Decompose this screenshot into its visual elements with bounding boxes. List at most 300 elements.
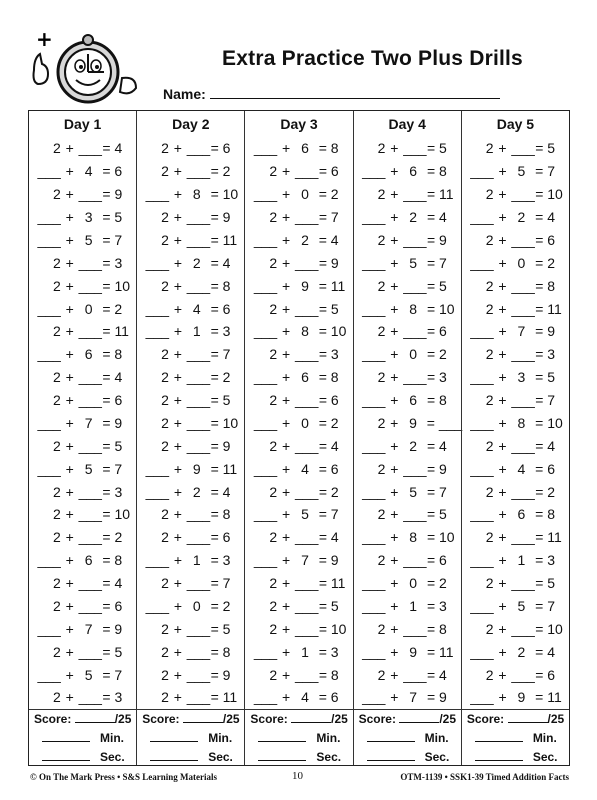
problem-row (462, 457, 569, 480)
plus-sign: + (173, 369, 182, 386)
problem-row (137, 297, 244, 320)
problem-row (462, 366, 569, 389)
addend-a: 2 (485, 529, 494, 546)
plus-sign: + (390, 552, 399, 569)
answer-blank[interactable]: ___ (470, 506, 494, 523)
addend-a: 2 (377, 666, 386, 683)
problem-row (137, 480, 244, 503)
equals-sign: = (102, 460, 111, 477)
answer-blank[interactable]: ___ (78, 597, 102, 614)
sum: 11 (439, 643, 454, 660)
day-heading: Day 2 (172, 116, 210, 132)
plus-sign: + (173, 346, 182, 363)
answer-blank[interactable]: ___ (295, 437, 319, 454)
addend-a: 2 (269, 300, 278, 317)
answer-blank[interactable]: ___ (78, 186, 102, 203)
plus-sign: + (173, 231, 182, 248)
answer-blank[interactable]: ___ (403, 186, 427, 203)
equals-sign: = (535, 369, 544, 386)
sum: 5 (330, 597, 339, 614)
equals-sign: = (426, 414, 435, 431)
answer-blank[interactable]: ___ (253, 323, 278, 340)
sum: 2 (222, 163, 231, 180)
equals-sign: = (427, 552, 436, 569)
equals-sign: = (102, 186, 111, 203)
sum: 2 (330, 186, 339, 203)
addend-b: 6 (301, 140, 309, 157)
equals-sign: = (535, 300, 544, 317)
sum: 2 (439, 346, 447, 363)
sum: 11 (439, 186, 454, 203)
equals-sign: = (102, 140, 111, 157)
equals-sign: = (318, 460, 327, 477)
answer-blank[interactable]: ___ (145, 597, 170, 614)
sum: 8 (222, 506, 231, 523)
sum: 10 (222, 186, 239, 203)
answer-blank[interactable]: ___ (470, 209, 494, 226)
problem-row (245, 206, 352, 229)
answer-blank[interactable]: ___ (186, 666, 211, 683)
plus-sign: + (281, 597, 291, 614)
addend-b: 2 (409, 209, 418, 226)
answer-blank[interactable]: ___ (78, 369, 102, 386)
score-line[interactable] (183, 711, 223, 723)
answer-blank[interactable]: ___ (78, 323, 102, 340)
equals-sign: = (210, 231, 219, 248)
plus-sign: + (390, 620, 399, 637)
answer-blank[interactable]: ___ (438, 414, 463, 431)
answer-blank[interactable]: ___ (253, 277, 278, 294)
sum: 5 (222, 392, 231, 409)
addend-a: 2 (161, 346, 169, 363)
addend-b: 7 (409, 689, 418, 706)
answer-blank[interactable]: ___ (295, 254, 319, 271)
addend-a: 2 (485, 666, 494, 683)
sum: 7 (114, 231, 123, 248)
answer-blank[interactable]: ___ (403, 369, 427, 386)
problem-row (354, 274, 461, 297)
answer-blank[interactable]: ___ (186, 643, 211, 660)
equals-sign: = (318, 323, 327, 340)
plus-sign: + (390, 460, 399, 477)
answer-blank[interactable]: ___ (37, 300, 61, 317)
answer-blank[interactable]: ___ (295, 483, 319, 500)
problem-row (29, 595, 136, 618)
equals-sign: = (210, 643, 219, 660)
answer-blank[interactable]: ___ (253, 414, 278, 431)
sum: 8 (547, 506, 555, 523)
plus-sign: + (498, 460, 507, 477)
problem-row (245, 526, 352, 549)
addend-a: 2 (485, 186, 494, 203)
answer-blank[interactable]: ___ (145, 552, 170, 569)
min-line[interactable] (258, 730, 306, 742)
problem-row (354, 549, 461, 572)
addend-b: 1 (409, 597, 418, 614)
min-line[interactable] (367, 730, 415, 742)
sum: 9 (114, 414, 123, 431)
problem-row (137, 457, 244, 480)
answer-blank[interactable]: ___ (511, 666, 535, 683)
equals-sign: = (318, 300, 328, 317)
answer-blank[interactable]: ___ (186, 277, 211, 294)
sum: 7 (439, 254, 447, 271)
sec-line[interactable] (258, 749, 306, 761)
problem-row (137, 183, 244, 206)
addend-b: 8 (192, 186, 201, 203)
answer-blank[interactable]: ___ (295, 529, 319, 546)
sum: 7 (222, 346, 231, 363)
answer-blank[interactable]: ___ (186, 346, 211, 363)
problem-row (29, 297, 136, 320)
addend-b: 6 (84, 552, 93, 569)
answer-blank[interactable]: ___ (295, 346, 319, 363)
answer-blank[interactable]: ___ (511, 300, 535, 317)
answer-blank[interactable]: ___ (362, 346, 386, 363)
answer-blank[interactable]: ___ (362, 575, 386, 592)
plus-sign: + (173, 414, 182, 431)
plus-sign: + (281, 346, 291, 363)
answer-blank[interactable]: ___ (362, 643, 386, 660)
answer-blank[interactable]: ___ (186, 163, 211, 180)
answer-blank[interactable]: ___ (470, 369, 494, 386)
sec-line[interactable] (150, 749, 198, 761)
problem-row (29, 480, 136, 503)
addend-a: 2 (269, 209, 278, 226)
problem-row (29, 457, 136, 480)
equals-sign: = (535, 209, 544, 226)
addend-b: 5 (517, 163, 526, 180)
answer-blank[interactable]: ___ (253, 460, 278, 477)
answer-blank[interactable]: ___ (37, 346, 61, 363)
answer-blank[interactable]: ___ (403, 460, 427, 477)
problem-row (29, 412, 136, 435)
answer-blank[interactable]: ___ (511, 392, 535, 409)
min-line[interactable] (475, 730, 523, 742)
answer-blank[interactable]: ___ (295, 666, 319, 683)
answer-blank[interactable]: ___ (145, 483, 170, 500)
answer-blank[interactable]: ___ (186, 620, 211, 637)
plus-sign: + (498, 689, 507, 706)
addend-b: 3 (84, 209, 93, 226)
answer-blank[interactable]: ___ (37, 231, 61, 248)
equals-sign: = (102, 392, 111, 409)
answer-blank[interactable]: ___ (470, 597, 494, 614)
sum: 6 (547, 460, 555, 477)
equals-sign: = (102, 231, 111, 248)
answer-blank[interactable]: ___ (145, 300, 170, 317)
answer-blank[interactable]: ___ (37, 209, 61, 226)
sec-line[interactable] (42, 749, 90, 761)
problem-row (245, 320, 352, 343)
answer-blank[interactable]: ___ (186, 369, 211, 386)
answer-blank[interactable]: ___ (362, 529, 386, 546)
answer-blank[interactable]: ___ (362, 163, 386, 180)
problem-row (29, 343, 136, 366)
min-line[interactable] (42, 730, 90, 742)
score-total: /25 (114, 712, 132, 726)
problem-row (354, 297, 461, 320)
sum: 11 (547, 300, 562, 317)
sum: 3 (330, 346, 339, 363)
addend-b: 6 (517, 506, 526, 523)
addend-b: 4 (192, 300, 201, 317)
score-line[interactable] (291, 711, 331, 723)
plus-sign: + (498, 392, 507, 409)
addend-b: 3 (517, 369, 526, 386)
answer-blank[interactable]: ___ (295, 209, 319, 226)
equals-sign: = (535, 163, 544, 180)
answer-blank[interactable]: ___ (362, 689, 386, 706)
answer-blank[interactable]: ___ (78, 392, 102, 409)
answer-blank[interactable]: ___ (78, 575, 102, 592)
problem-row (245, 229, 352, 252)
sec-line[interactable] (367, 749, 415, 761)
plus-sign: + (281, 392, 291, 409)
addend-a: 2 (161, 575, 169, 592)
equals-sign: = (102, 437, 111, 454)
answer-blank[interactable]: ___ (511, 483, 535, 500)
answer-blank[interactable]: ___ (403, 552, 427, 569)
sum: 9 (330, 254, 339, 271)
equals-sign: = (535, 460, 544, 477)
answer-blank[interactable]: ___ (145, 186, 170, 203)
answer-blank[interactable]: ___ (253, 552, 278, 569)
problem-row (354, 434, 461, 457)
answer-blank[interactable]: ___ (403, 620, 427, 637)
answer-blank[interactable]: ___ (511, 186, 535, 203)
problem-row (245, 412, 352, 435)
answer-blank[interactable]: ___ (145, 460, 170, 477)
answer-blank[interactable]: ___ (362, 300, 386, 317)
plus-sign: + (498, 643, 507, 660)
plus-sign: + (390, 369, 399, 386)
answer-blank[interactable]: ___ (403, 506, 427, 523)
answer-blank[interactable]: ___ (78, 483, 102, 500)
answer-blank[interactable]: ___ (186, 414, 211, 431)
answer-blank[interactable]: ___ (362, 437, 386, 454)
sec-row (354, 748, 461, 767)
score-line[interactable] (508, 711, 548, 723)
answer-blank[interactable]: ___ (362, 392, 386, 409)
equals-sign: = (102, 552, 111, 569)
equals-sign: = (318, 140, 327, 157)
sum: 9 (114, 186, 123, 203)
answer-blank[interactable]: ___ (511, 140, 535, 157)
answer-blank[interactable]: ___ (470, 643, 494, 660)
answer-blank[interactable]: ___ (403, 277, 427, 294)
addend-a: 2 (52, 483, 61, 500)
answer-blank[interactable]: ___ (186, 209, 211, 226)
answer-blank[interactable]: ___ (37, 414, 61, 431)
plus-sign: + (65, 575, 74, 592)
sum: 5 (330, 300, 339, 317)
answer-blank[interactable]: ___ (186, 140, 211, 157)
answer-blank[interactable]: ___ (78, 437, 102, 454)
problem-row (29, 617, 136, 640)
answer-blank[interactable]: ___ (511, 620, 535, 637)
answer-blank[interactable]: ___ (362, 209, 386, 226)
sec-row (137, 748, 244, 767)
answer-blank[interactable]: ___ (470, 163, 494, 180)
answer-blank[interactable]: ___ (511, 277, 535, 294)
sum: 6 (330, 392, 339, 409)
answer-blank[interactable]: ___ (295, 300, 319, 317)
answer-blank[interactable]: ___ (78, 689, 102, 706)
answer-blank[interactable]: ___ (403, 231, 427, 248)
answer-blank[interactable]: ___ (253, 231, 278, 248)
answer-blank[interactable]: ___ (470, 552, 494, 569)
answer-blank[interactable]: ___ (37, 666, 61, 683)
plus-sign: + (173, 506, 182, 523)
min-label: Min. (424, 731, 449, 745)
answer-blank[interactable]: ___ (186, 392, 211, 409)
answer-blank[interactable]: ___ (511, 437, 535, 454)
answer-blank[interactable]: ___ (362, 254, 386, 271)
answer-blank[interactable]: ___ (253, 369, 278, 386)
addend-b: 6 (84, 346, 93, 363)
sum: 5 (114, 209, 123, 226)
addend-b: 8 (517, 414, 526, 431)
sum: 9 (439, 689, 447, 706)
sum: 9 (222, 666, 231, 683)
answer-blank[interactable]: ___ (145, 323, 170, 340)
problem-row (245, 434, 352, 457)
answer-blank[interactable]: ___ (403, 666, 427, 683)
answer-blank[interactable]: ___ (295, 597, 319, 614)
problem-row (137, 137, 244, 160)
problem-row (137, 549, 244, 572)
answer-blank[interactable]: ___ (511, 575, 535, 592)
addend-a: 2 (377, 369, 386, 386)
addend-a: 2 (269, 437, 278, 454)
answer-blank[interactable]: ___ (470, 254, 494, 271)
plus-sign: + (173, 552, 183, 569)
plus-sign: + (498, 597, 507, 614)
answer-blank[interactable]: ___ (78, 254, 102, 271)
addend-a: 2 (377, 506, 386, 523)
answer-blank[interactable]: ___ (186, 575, 211, 592)
equals-sign: = (535, 277, 544, 294)
equals-sign: = (102, 506, 111, 523)
answer-blank[interactable]: ___ (186, 529, 211, 546)
answer-blank[interactable]: ___ (186, 437, 211, 454)
answer-blank[interactable]: ___ (253, 643, 278, 660)
answer-blank[interactable]: ___ (470, 689, 494, 706)
answer-blank[interactable]: ___ (511, 231, 535, 248)
equals-sign: = (535, 506, 544, 523)
answer-blank[interactable]: ___ (186, 689, 211, 706)
equals-sign: = (535, 529, 544, 546)
answer-blank[interactable]: ___ (37, 460, 61, 477)
equals-sign: = (426, 346, 436, 363)
name-line[interactable] (210, 86, 500, 99)
answer-blank[interactable]: ___ (253, 506, 278, 523)
answer-blank[interactable]: ___ (37, 163, 61, 180)
addend-b: 4 (301, 460, 309, 477)
plus-sign: + (65, 597, 74, 614)
sum: 5 (547, 575, 556, 592)
answer-blank[interactable]: ___ (295, 620, 319, 637)
sum: 5 (222, 620, 231, 637)
answer-blank[interactable]: ___ (295, 163, 319, 180)
score-row (137, 710, 244, 729)
answer-blank[interactable]: ___ (78, 277, 102, 294)
sec-line[interactable] (475, 749, 523, 761)
answer-blank[interactable]: ___ (511, 346, 535, 363)
answer-blank[interactable]: ___ (78, 529, 102, 546)
problem-row (245, 686, 352, 709)
sum: 6 (330, 689, 339, 706)
answer-blank[interactable]: ___ (186, 231, 211, 248)
answer-blank[interactable]: ___ (253, 186, 278, 203)
score-row (354, 710, 461, 729)
equals-sign: = (426, 483, 436, 500)
answer-blank[interactable]: ___ (37, 620, 61, 637)
equals-sign: = (426, 597, 436, 614)
answer-blank[interactable]: ___ (403, 140, 427, 157)
addend-a: 2 (485, 140, 494, 157)
addend-a: 2 (52, 369, 61, 386)
equals-sign: = (210, 254, 219, 271)
answer-blank[interactable]: ___ (362, 483, 386, 500)
plus-sign: + (498, 163, 507, 180)
equals-sign: = (426, 209, 436, 226)
answer-blank[interactable]: ___ (403, 323, 427, 340)
score-line[interactable] (75, 711, 115, 723)
answer-blank[interactable]: ___ (145, 254, 170, 271)
answer-blank[interactable]: ___ (253, 689, 278, 706)
answer-blank[interactable]: ___ (470, 323, 494, 340)
answer-blank[interactable]: ___ (253, 140, 278, 157)
answer-blank[interactable]: ___ (78, 643, 102, 660)
answer-blank[interactable]: ___ (362, 597, 386, 614)
problem-row (354, 183, 461, 206)
answer-blank[interactable]: ___ (186, 506, 211, 523)
addend-a: 2 (52, 323, 61, 340)
min-row (462, 729, 569, 748)
sum: 3 (114, 254, 123, 271)
plus-sign: + (390, 323, 399, 340)
min-line[interactable] (150, 730, 198, 742)
addend-a: 2 (161, 277, 169, 294)
answer-blank[interactable]: ___ (295, 392, 319, 409)
answer-blank[interactable]: ___ (470, 460, 494, 477)
problem-row (137, 229, 244, 252)
answer-blank[interactable]: ___ (511, 529, 535, 546)
answer-blank[interactable]: ___ (78, 506, 102, 523)
answer-blank[interactable]: ___ (78, 140, 102, 157)
answer-blank[interactable]: ___ (37, 552, 61, 569)
plus-sign: + (173, 597, 183, 614)
plus-sign: + (65, 689, 74, 706)
problem-row (354, 251, 461, 274)
score-line[interactable] (399, 711, 439, 723)
plus-sign: + (498, 254, 507, 271)
problem-row (29, 526, 136, 549)
score-total: /25 (222, 712, 240, 726)
answer-blank[interactable]: ___ (470, 414, 494, 431)
problem-row (29, 137, 136, 160)
sum: 4 (330, 231, 339, 248)
plus-sign: + (36, 30, 53, 51)
problem-row (462, 229, 569, 252)
equals-sign: = (210, 575, 219, 592)
answer-blank[interactable]: ___ (295, 575, 319, 592)
addend-b: 0 (517, 254, 526, 271)
equals-sign: = (535, 254, 544, 271)
score-row (29, 710, 136, 729)
